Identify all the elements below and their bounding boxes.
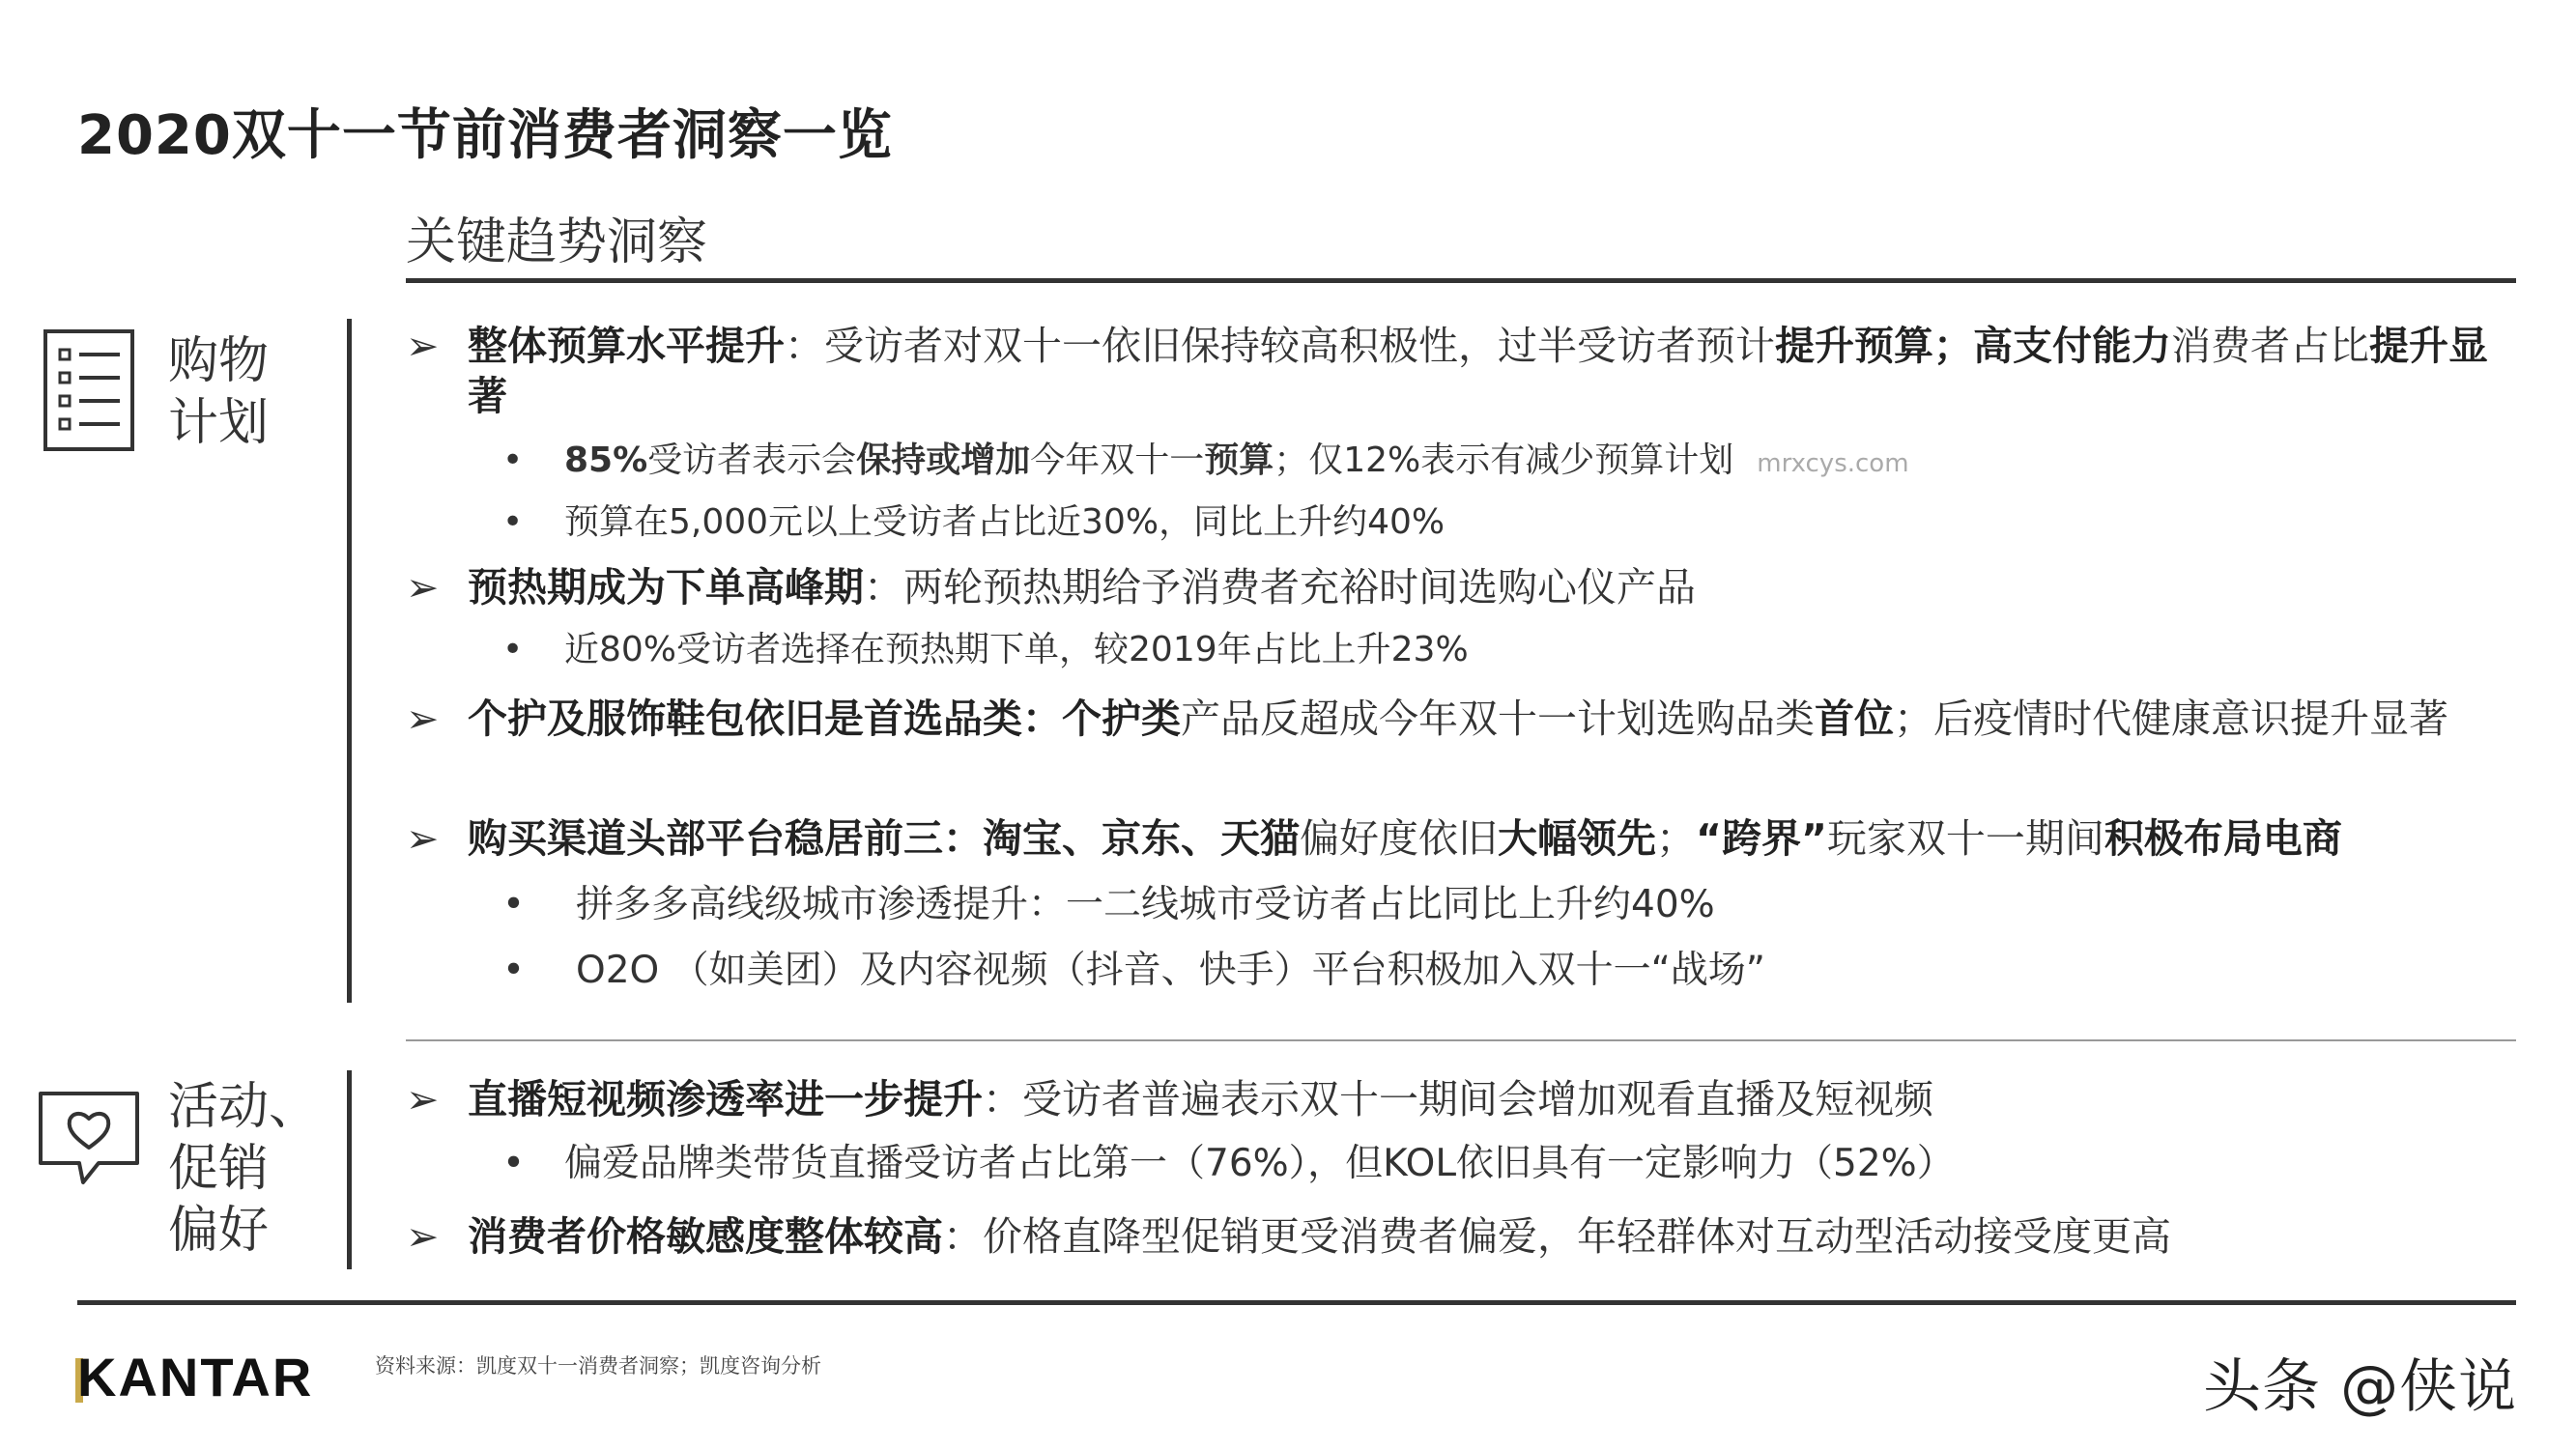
arrow-bullet-icon: ➢ bbox=[406, 815, 440, 862]
dot-bullet-icon: • bbox=[502, 440, 524, 480]
source-note: 资料来源：凯度双十一消费者洞察；凯度咨询分析 bbox=[375, 1354, 821, 1378]
kantar-logo: KANTAR bbox=[77, 1347, 314, 1407]
dot-bullet-icon: • bbox=[502, 883, 526, 926]
dot-bullet-icon: • bbox=[502, 630, 524, 669]
arrow-bullet-icon: ➢ bbox=[406, 323, 440, 369]
arrow-bullet-icon: ➢ bbox=[406, 564, 440, 611]
sub-bullet: • 拼多多高线级城市渗透提升：一二线城市受访者占比同比上升约40% bbox=[502, 883, 1715, 926]
section-label-line: 计划 bbox=[168, 394, 270, 452]
section-label-shopping-plan bbox=[168, 330, 269, 454]
sub-bullet: • 85%受访者表示会保持或增加今年双十一预算；仅12%表示有减少预算计划 mrxcys.com bbox=[502, 439, 1909, 486]
watermark: mrxcys.com bbox=[1757, 449, 1909, 478]
bullet-price-sensitivity: ➢ 消费者价格敏感度整体较高：价格直降型促销更受消费者偏爱，年轻群体对互动型活动接受度更高 bbox=[406, 1213, 2171, 1260]
bottom-divider bbox=[77, 1300, 2516, 1305]
section-label-line: 偏好 bbox=[168, 1202, 270, 1260]
arrow-bullet-icon: ➢ bbox=[406, 1213, 440, 1260]
top-divider bbox=[406, 278, 2516, 283]
toutiao-watermark: 头条 @侠说 bbox=[2203, 1353, 2518, 1421]
bullet-channel: ➢ 购买渠道头部平台稳居前三：淘宝、京东、天猫偏好度依旧大幅领先；“跨界”玩家双十一期间积极布局电商 bbox=[406, 815, 2342, 862]
section-label-line: 促销 bbox=[168, 1140, 270, 1198]
dot-bullet-icon: • bbox=[502, 1142, 526, 1185]
dot-bullet-icon: • bbox=[502, 502, 524, 542]
sub-bullet: • 预算在5,000元以上受访者占比近30%，同比上升约40% bbox=[502, 500, 1445, 545]
section-label-promotion bbox=[168, 1076, 319, 1262]
bullet-category: ➢ 个护及服饰鞋包依旧是首选品类：个护类产品反超成今年双十一计划选购品类首位；后疫情时代健康意识提升显著 bbox=[406, 696, 2448, 742]
checklist-icon bbox=[43, 328, 135, 456]
sub-bullet: • 近80%受访者选择在预热期下单，较2019年占比上升23% bbox=[502, 628, 1469, 672]
arrow-bullet-icon: ➢ bbox=[406, 696, 440, 742]
bullet-livestream: ➢ 直播短视频渗透率进一步提升：受访者普遍表示双十一期间会增加观看直播及短视频 bbox=[406, 1076, 1933, 1122]
section-label-line: 购物 bbox=[168, 332, 270, 390]
section-label-line: 活动、 bbox=[168, 1078, 320, 1136]
heart-chat-icon bbox=[37, 1090, 143, 1190]
sub-bullet: • O2O （如美团）及内容视频（抖音、快手）平台积极加入双十一“战场” bbox=[502, 949, 1766, 992]
section-subtitle: 关键趋势洞察 bbox=[406, 213, 708, 271]
dot-bullet-icon: • bbox=[502, 949, 526, 992]
section-1-vertical-bar bbox=[347, 319, 352, 1003]
middle-divider bbox=[406, 1039, 2516, 1041]
bullet-preheat: ➢ 预热期成为下单高峰期：两轮预热期给予消费者充裕时间选购心仪产品 bbox=[406, 564, 1696, 611]
section-2-vertical-bar bbox=[347, 1070, 352, 1269]
arrow-bullet-icon: ➢ bbox=[406, 1076, 440, 1122]
page-title: 2020双十一节前消费者洞察一览 bbox=[77, 104, 893, 167]
sub-bullet: • 偏爱品牌类带货直播受访者占比第一（76%），但KOL依旧具有一定影响力（52%） bbox=[502, 1142, 1955, 1185]
bullet-budget: ➢ 整体预算水平提升：受访者对双十一依旧保持较高积极性，过半受访者预计提升预算；高支付能力消费者占比提升显著 bbox=[406, 323, 2488, 419]
